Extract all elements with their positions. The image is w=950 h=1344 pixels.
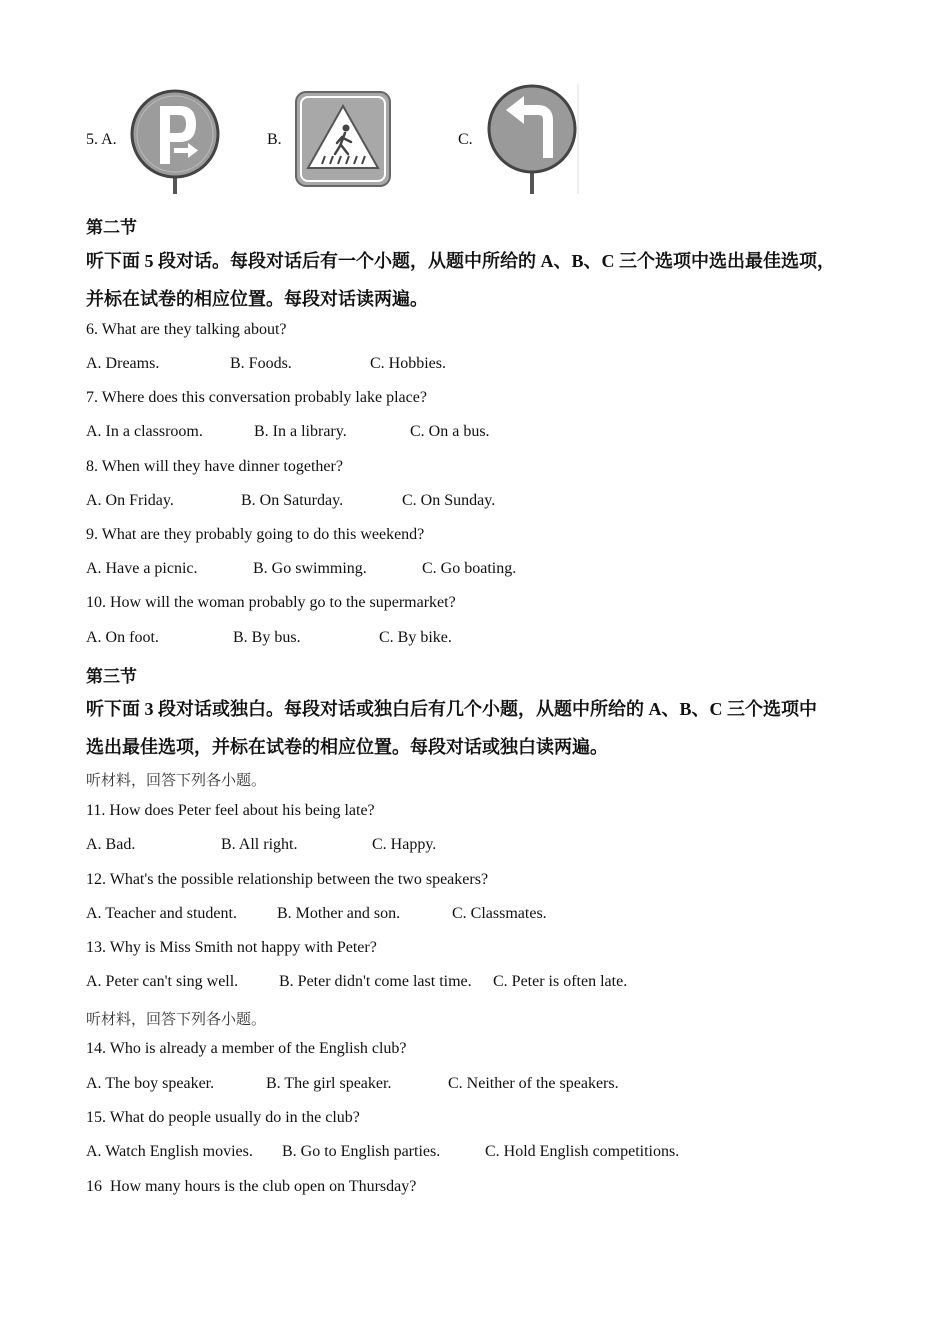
section3-instruction-line1: 听下面 3 段对话或独白。每段对话或独白后有几个小题，从题中所给的 A、B、C 三个选项中 bbox=[86, 699, 817, 719]
q5-label-c: C. bbox=[458, 131, 473, 148]
option-b[interactable]: B. Go to English parties. bbox=[282, 1143, 441, 1160]
question-15: 15. What do people usually do in the club? bbox=[86, 1109, 360, 1126]
question-16: 16 How many hours is the club open on Thursday? bbox=[86, 1178, 417, 1195]
section3-title: 第三节 bbox=[86, 667, 137, 686]
pedestrian-crossing-sign-icon[interactable] bbox=[294, 90, 392, 188]
q5-label-b: B. bbox=[267, 131, 282, 148]
question-10: 10. How will the woman probably go to the supermarket? bbox=[86, 594, 456, 611]
option-a[interactable]: A. The boy speaker. bbox=[86, 1075, 215, 1092]
option-b[interactable]: B. All right. bbox=[221, 836, 298, 853]
option-a[interactable]: A. On Friday. bbox=[86, 492, 174, 509]
option-a[interactable]: A. On foot. bbox=[86, 629, 159, 646]
question-12: 12. What's the possible relationship between the two speakers? bbox=[86, 871, 489, 888]
material-prompt-2: 听材料，回答下列各小题。 bbox=[86, 1010, 267, 1028]
q5-prefix: 5. A. bbox=[86, 131, 117, 148]
option-c[interactable]: C. Classmates. bbox=[452, 905, 547, 922]
question-9-options bbox=[86, 560, 606, 582]
question-14: 14. Who is already a member of the English club? bbox=[86, 1040, 407, 1057]
option-a[interactable]: A. Watch English movies. bbox=[86, 1143, 253, 1160]
option-b[interactable]: B. Peter didn't come last time. bbox=[279, 973, 472, 990]
question-7: 7. Where does this conversation probably lake place? bbox=[86, 389, 427, 406]
option-a[interactable]: A. Teacher and student. bbox=[86, 905, 237, 922]
option-b[interactable]: B. Foods. bbox=[230, 355, 292, 372]
question-10-options bbox=[86, 629, 586, 651]
option-a[interactable]: A. In a classroom. bbox=[86, 423, 203, 440]
option-c[interactable]: C. Hobbies. bbox=[370, 355, 446, 372]
section2-title: 第二节 bbox=[86, 218, 137, 237]
question-11-options bbox=[86, 836, 586, 858]
option-b[interactable]: B. Mother and son. bbox=[277, 905, 401, 922]
question-7-options bbox=[86, 423, 586, 445]
question-13: 13. Why is Miss Smith not happy with Peter? bbox=[86, 939, 377, 956]
option-b[interactable]: B. On Saturday. bbox=[241, 492, 344, 509]
option-c[interactable]: C. Hold English competitions. bbox=[485, 1143, 680, 1160]
option-b[interactable]: B. The girl speaker. bbox=[266, 1075, 392, 1092]
option-c[interactable]: C. By bike. bbox=[379, 629, 452, 646]
section2-instruction-line2: 并标在试卷的相应位置。每段对话读两遍。 bbox=[86, 289, 428, 309]
question-12-options bbox=[86, 905, 606, 927]
option-c[interactable]: C. On a bus. bbox=[410, 423, 490, 440]
option-c[interactable]: C. On Sunday. bbox=[402, 492, 496, 509]
option-c[interactable]: C. Peter is often late. bbox=[493, 973, 628, 990]
option-a[interactable]: A. Peter can't sing well. bbox=[86, 973, 239, 990]
question-9: 9. What are they probably going to do this weekend? bbox=[86, 526, 425, 543]
option-a[interactable]: A. Have a picnic. bbox=[86, 560, 198, 577]
option-c[interactable]: C. Neither of the speakers. bbox=[448, 1075, 619, 1092]
question-14-options bbox=[86, 1075, 686, 1097]
question-8: 8. When will they have dinner together? bbox=[86, 458, 343, 475]
section3-instruction-line2: 选出最佳选项，并标在试卷的相应位置。每段对话或独白读两遍。 bbox=[86, 737, 608, 757]
option-a[interactable]: A. Bad. bbox=[86, 836, 136, 853]
question-8-options bbox=[86, 492, 586, 514]
option-a[interactable]: A. Dreams. bbox=[86, 355, 160, 372]
option-b[interactable]: B. Go swimming. bbox=[253, 560, 367, 577]
question-15-options bbox=[86, 1143, 726, 1165]
material-prompt-1: 听材料，回答下列各小题。 bbox=[86, 771, 267, 789]
option-c[interactable]: C. Happy. bbox=[372, 836, 437, 853]
question-13-options bbox=[86, 973, 686, 995]
left-turn-sign-icon[interactable] bbox=[486, 84, 582, 196]
option-c[interactable]: C. Go boating. bbox=[422, 560, 517, 577]
parking-sign-icon[interactable] bbox=[130, 86, 222, 196]
question-5-signs bbox=[86, 84, 606, 196]
question-11: 11. How does Peter feel about his being late? bbox=[86, 802, 375, 819]
option-b[interactable]: B. In a library. bbox=[254, 423, 347, 440]
section2-instruction-line1: 听下面 5 段对话。每段对话后有一个小题，从题中所给的 A、B、C 三个选项中选出最佳选项， bbox=[86, 251, 835, 271]
question-6: 6. What are they talking about? bbox=[86, 321, 287, 338]
option-b[interactable]: B. By bus. bbox=[233, 629, 301, 646]
question-6-options bbox=[86, 355, 586, 377]
